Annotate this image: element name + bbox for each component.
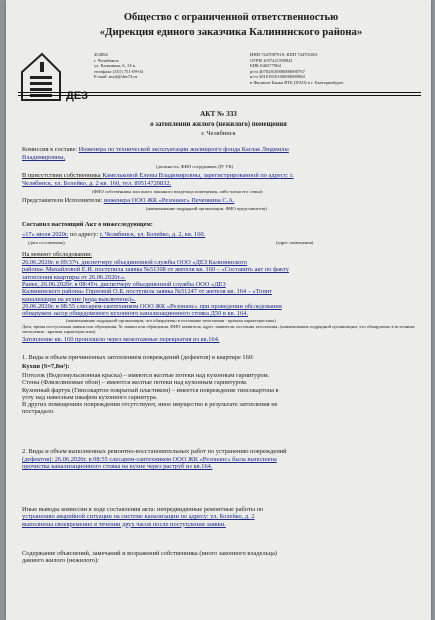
owner-note: (ФИО собственника или иного законного владельца помещения, либо члена его семьи) [92, 189, 263, 194]
section-1-heading: 1. Виды и объем причиненных затоплением повреждений (дефектов) в квартире 160: [22, 354, 254, 361]
paragraph-3: 26.06.2020г. в 08:55 слесарем-сантехником ООО ЖК «Резонанс» при проведении обследования обнаружен засор общедомового кухонного канализационного стояка Д50 в кв. 164. [22, 303, 282, 318]
date-note: (дата составления) [28, 240, 65, 245]
section-4-body: Содержание объяснений, замечаний и возражений собственника (иного законного владельца) данного жилого (нежилого): [22, 550, 277, 565]
act-title: АКТ № 333 [200, 110, 237, 118]
inspection-heading: Составил настоящий Акт о нижеследующем: [22, 221, 153, 228]
inspection-line: «17» июля 2020г. по адресу: г. Челябинск, ул. Болейко, д. 2, кв. 160. [22, 231, 206, 238]
act-city: г. Челябинск [201, 130, 236, 137]
owner-line2: Челябинск, ул. Болейко, д. 2 кв. 160, тел. 89514720832. [22, 180, 172, 187]
org-name-line1: Общество с ограниченной ответственностью [123, 12, 339, 23]
address-note: (адрес помещения) [276, 240, 314, 245]
paragraph-2: Ранее, 26.06.2020г. в 08:45ч. диспетчеру объединенной службы ООО «ДЕЗ Калининского района» Горновой О.Б. поступила заявка №51247 от жителя кв. 164 – «Топит канализация на кухне (вода выключена)». [22, 281, 272, 303]
paragraph-1: 26.06.2020г. в 09:37ч. диспетчеру объединенной службы ООО «ДЕЗ Калининского района» Михайловой Е.И. поступила заявка №51308 от жителя кв. 160 – «Составить акт по факту затопления квартиры от 26.06.2020г.». [22, 259, 289, 281]
org-bank-details: ИНН 7447087918, КПП 744701001 ОГРН 1057421590841 БИК 046577964 р/сч 40702810000000000767 к/сч 30101810100000000964 в Филиале Банка ВТБ (ПАО) в г. Екатеринбурге [250, 52, 344, 85]
section-2-heading: 2. Виды и объем выполненных ремонтно-восстановительных работ по устранению повреждений [22, 448, 287, 455]
section-3-body: Иные выводы комиссии в ходе составления акта: непредвиденные ремонтные работы по устранению аварийной ситуации на системе канализации по адресу: ул. Болейко, д. 2 выполнены своевременно в течении двух часов после поступления заявки. [22, 506, 264, 528]
kitchen-label: Кухня (S=7,8м²): [22, 363, 70, 370]
paragraph-3-note-2: Дата, время поступления заявки или обращения, № заявки или обращения, ФИО заявителя, адрес заявителя, источник затопления, (наименование подрядной организации, что обнаружено в источнике затопления - краткая характеристика) [22, 324, 415, 335]
commission-note: (должность, ФИО сотрудников ДУ УК) [156, 164, 234, 169]
header-rule-thin [18, 95, 421, 96]
owner-line: В присутствии собственника Камельковой Елены Владимировны, зарегистрированной по адресу: г. [22, 172, 294, 179]
act-subtitle: о затоплении жилого (нежилого) помещения [150, 121, 287, 128]
representatives-note: (наименование подрядной организации, ФИО представителя) [146, 206, 267, 211]
logo-text: ДЕЗ [66, 90, 89, 102]
section-2-body: (дефектов): 26.06.2020г. в 08:55 слесарем-сантехником ООО ЖК «Резонанс» была выполнена прочистка канализационного стояка на кухне через раструб из кв.164. [22, 456, 277, 471]
paragraph-3-end: Затопление кв. 160 произошло через межэтажные перекрытия из кв.164. [22, 336, 220, 343]
paragraph-3-note: (наименование подрядной организации, что обнаружено в источнике затопления - краткая характеристика) [66, 318, 276, 323]
document-page [6, 0, 431, 620]
org-name-line2: «Дирекция единого заказчика Калининского района» [99, 26, 363, 38]
commission-line2: Владимировны, [22, 154, 66, 161]
representatives-line: Представители Исполнителя: инженера ООО ЖК «Резонанс» Печенкина С.А. [22, 197, 235, 204]
header-rule [18, 92, 421, 93]
commission-line: Комиссия в составе: Инженера по технической эксплуатации жилищного фонда Каглак Людмилы [22, 146, 289, 153]
org-address: 454084 г. Челябинск ул. Калинина, 6, 13-я телефакс (351) 751-09-04 E-mail: mail@dez74.ru [94, 52, 143, 80]
section-1-body: Потолок (Водоэмульсионная краска) – имеются желтые потеки над кухонным гарнитуром. Стены (Флизелиновые обои) – имеются желтые потеки над кухонным гарнитуром. Кухонный фартук (Гипсокартон покрытый пластиком) – имеется повреждение гипсокартона в углу над навесным шкафом кухонного гарнитура. В других помещениях повреждения отсутствуют, иное имущество в результате затопления не пострадало. [22, 372, 279, 416]
moment-label: На момент обследования: [22, 251, 92, 258]
